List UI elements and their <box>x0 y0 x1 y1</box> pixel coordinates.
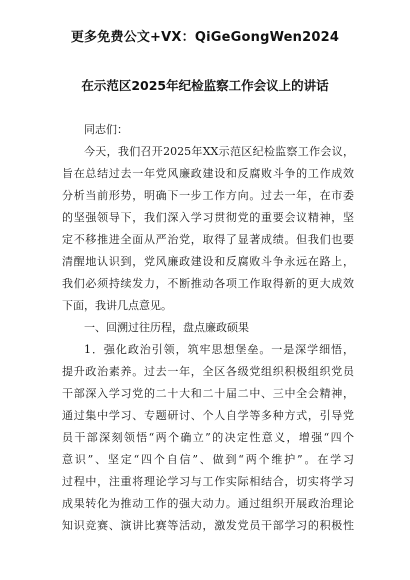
paragraph-line: 下面，我讲几点意见。 <box>62 299 172 312</box>
paragraph-line: 1．强化政治引领，筑牢思想堡垒。一是深学细悟， <box>84 343 354 356</box>
paragraph-line: 的坚强领导下，我们深入学习贯彻党的重要会议精神，坚 <box>62 211 354 224</box>
paragraph-line: 旨在总结过去一年党风廉政建设和反腐败斗争的工作成效 <box>62 167 354 180</box>
paragraph-line: 意识”、坚定“四个自信”、做到“两个维护”。在学习 <box>62 453 354 466</box>
paragraph-line: 清醒地认识到，党风廉政建设和反腐败斗争永远在路上， <box>62 255 354 268</box>
paragraph-line: 通过集中学习、专题研讨、个人自学等多种方式，引导党 <box>62 409 354 422</box>
paragraph-line: 知识竞赛、演讲比赛等活动，激发党员干部学习的积极性 <box>62 519 354 532</box>
paragraph-line: 员干部深刻领悟“两个确立”的决定性意义，增强“四个 <box>62 431 354 444</box>
paragraph-line: 干部深入学习党的二十大和二十届二中、三中全会精神， <box>62 387 354 400</box>
paragraph-line: 我们必须持续发力，不断推动各项工作取得新的更大成效 <box>62 277 354 290</box>
paragraph-line: 提升政治素养。过去一年，全区各级党组织积极组织党员 <box>62 365 354 378</box>
speech-body <box>62 119 354 537</box>
paragraph-line: 定不移推进全面从严治党，取得了显著成绩。但我们也要 <box>62 233 354 246</box>
section-heading: 一、回溯过往历程，盘点廉政硕果 <box>84 321 249 334</box>
paragraph-line: 成果转化为推动工作的强大动力。通过组织开展政治理论 <box>62 497 354 510</box>
paragraph-line: 过程中，注重将理论学习与工作实际相结合，切实将学习 <box>62 475 354 488</box>
watermark-header: 更多免费公文+VX：QiGeGongWen2024 <box>70 30 340 45</box>
paragraph-line: 今天，我们召开2025年XX示范区纪检监察工作会议， <box>84 145 354 158</box>
page-title: 在示范区2025年纪检监察工作会议上的讲话 <box>81 78 329 93</box>
paragraph-line: 分析当前形势，明确下一步工作方向。过去一年，在市委 <box>62 189 354 202</box>
salutation-line: 同志们： <box>84 123 128 136</box>
